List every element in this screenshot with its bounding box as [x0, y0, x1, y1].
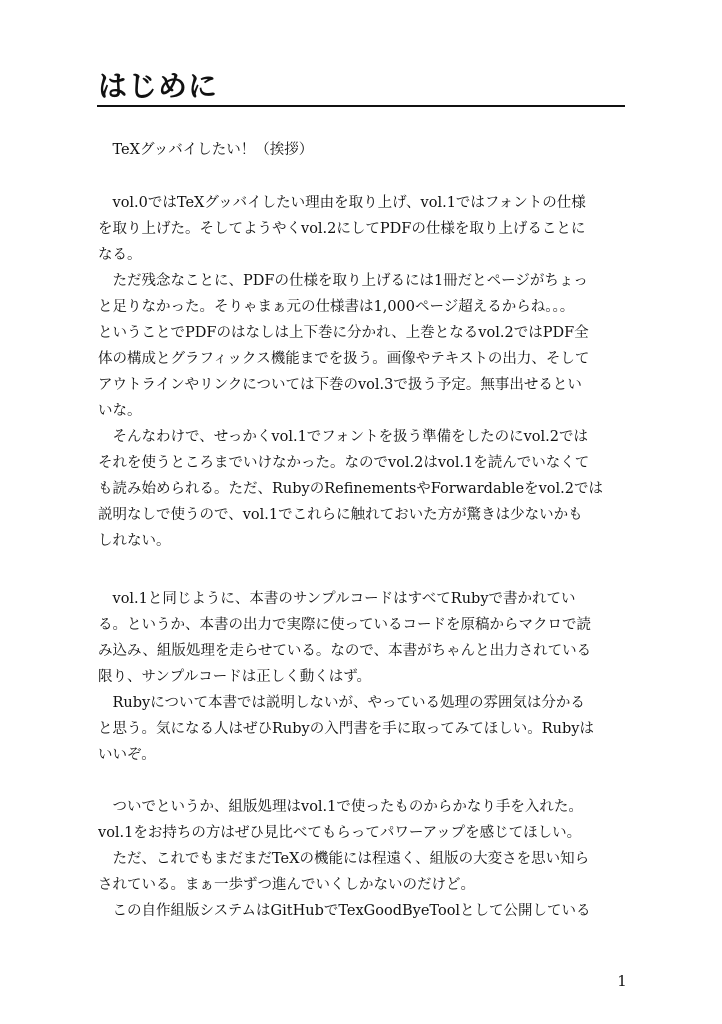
paragraph-typesetting: ついでというか、組版処理はvol.1で使ったものからかなり手を入れた。 vol.1をお持ちの方はぜひ見比べてもらってパワーアップを感じてほしい。 [98, 799, 583, 841]
paragraph-intro: vol.0ではTeXグッバイしたい理由を取り上げ、vol.1ではフォントの仕様 を取り上げた。そしてようやくvol.2にしてPDFの仕様を取り上げることに なる。 [98, 195, 586, 263]
paragraph-greeting: TeXグッバイしたい！（挨拶） [112, 142, 314, 158]
paragraph-font-prep: そんなわけで、せっかくvol.1でフォントを扱う準備をしたのにvol.2では それを使うところまでいけなかった。なのでvol.2はvol.1を読んでいなくて も読み始められる。ただ、RubyのRefinementsやForwardableをvol.2では 説明なしで使うので、vol.1でこれらに触れておいた方が驚きは少ないかも しれない。 [98, 429, 603, 549]
paragraph-tex-distance: ただ、これでもまだまだTeXの機能には程遠く、組版の大変さを思い知ら されている。まぁ一歩ずつ進んでいくしかないのだけど。 [98, 851, 590, 893]
page-number: 1 [617, 972, 627, 990]
paragraph-sample-code: vol.1と同じように、本書のサンプルコードはすべてRubyで書かれてい る。というか、本書の出力で実際に使っているコードを原稿からマクロで読 み込み、組版処理を走らせている。なので、本書がちゃんと出力されている 限り、サンプルコードは正しく動くはず。 [98, 591, 592, 685]
title-underline [97, 105, 625, 107]
paragraph-ruby: Rubyについて本書では説明しないが、やっている処理の雰囲気は分かる と思う。気になる人はぜひRubyの入門書を手に取ってみてほしい。Rubyは いいぞ。 [98, 695, 594, 763]
paragraph-pdf-split: ただ残念なことに、PDFの仕様を取り上げるには1冊だとページがちょっ と足りなかった。そりゃまぁ元の仕様書は1,000ページ超えるからね。。。 ということでPDFのはなしは上下巻に分かれ、上巻となるvol.2ではPDF全 体の構成とグラフィックス機能までを扱う。画像やテキストの出力、そして アウトラインやリンクについては下巻のvol.3で扱う予定。無事出せるとい いな。 [98, 273, 590, 419]
paragraph-github: この自作組版システムはGitHubでTexGoodByeToolとして公開している [112, 903, 591, 919]
page-title: はじめに [98, 69, 219, 103]
